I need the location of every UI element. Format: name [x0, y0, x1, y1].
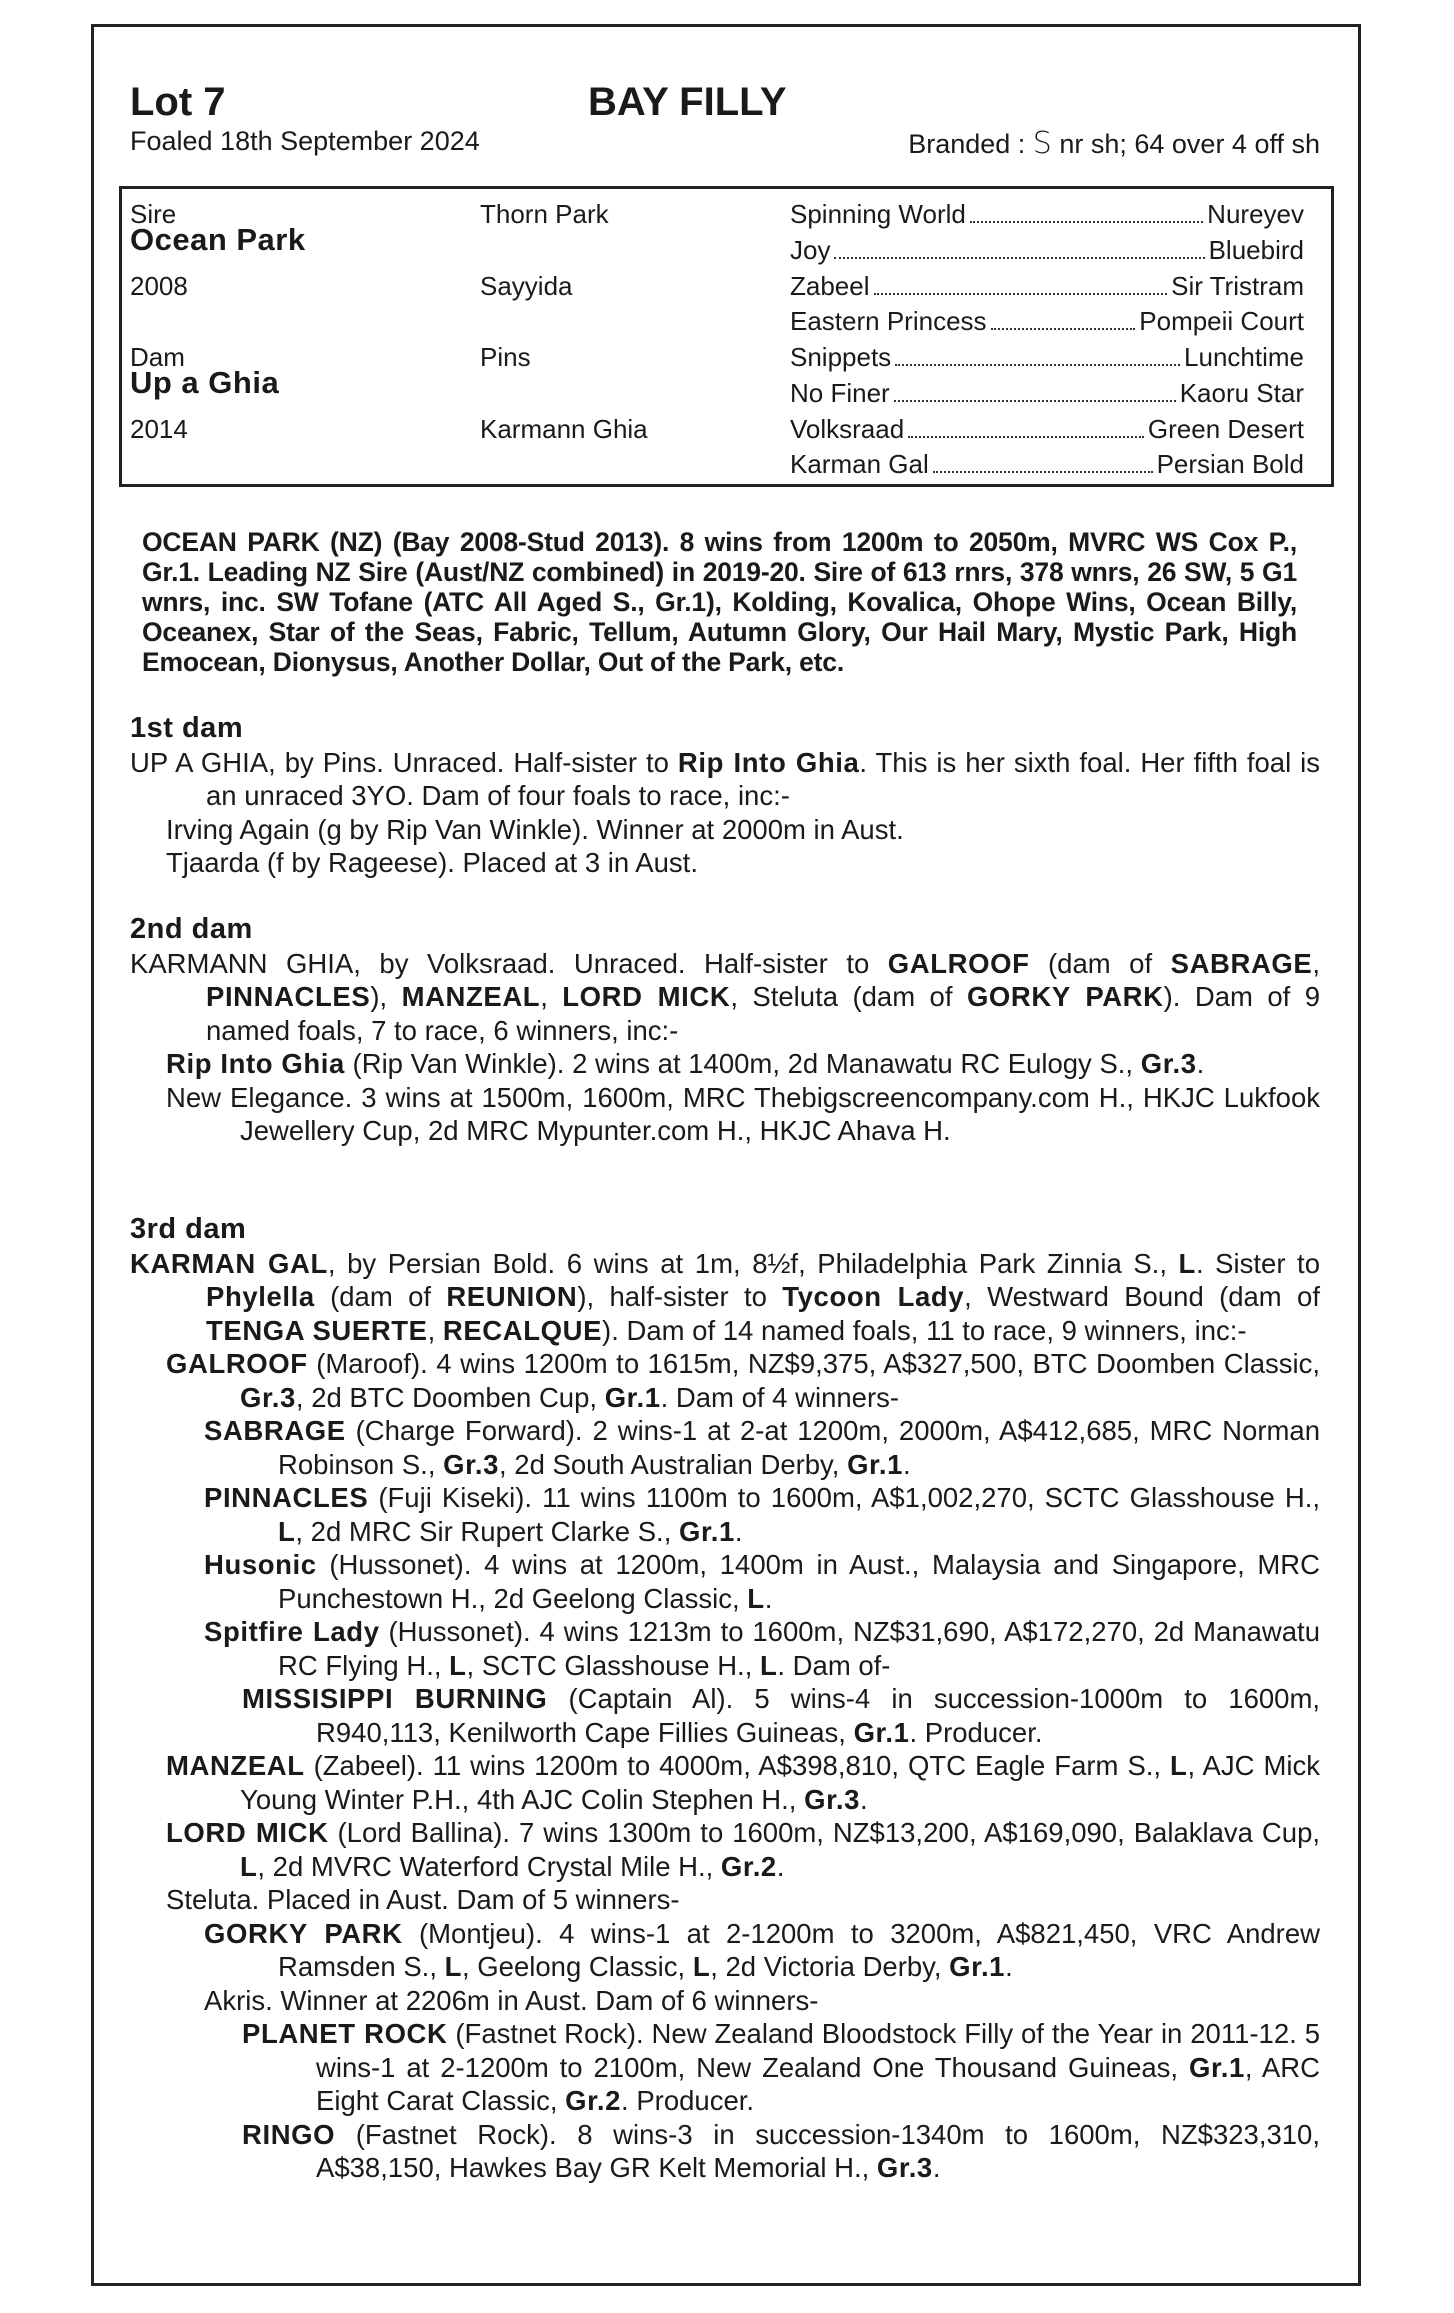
dot-leader: [874, 293, 1168, 295]
horse-name: L: [1170, 1750, 1188, 1781]
horse-name: L: [449, 1649, 467, 1681]
dot-leader: [834, 257, 1204, 259]
text: ), half-sister to: [577, 1281, 783, 1312]
horse-name: L: [240, 1850, 258, 1882]
progeny-entry: [130, 1917, 1320, 1984]
horse-name: Gr.2: [720, 1850, 777, 1882]
text: . Dam of 4 winners-: [660, 1381, 900, 1413]
ancestor-name: Zabeel: [790, 271, 870, 301]
horse-name: GORKY PARK: [204, 1917, 403, 1949]
dot-leader: [908, 436, 1144, 438]
text: .: [932, 2152, 941, 2183]
horse-name: SABRAGE: [204, 1415, 346, 1446]
horse-name: Gr.3: [876, 2152, 933, 2183]
text: . Producer.: [621, 2085, 755, 2116]
horse-name: L: [747, 1582, 765, 1614]
progeny-entry: [130, 1481, 1320, 1548]
dam-paragraph: [130, 746, 1320, 813]
sire-sire: Thorn Park: [480, 199, 609, 229]
lot-title: BAY FILLY: [588, 80, 787, 124]
horse-name: GALROOF: [887, 947, 1030, 979]
horse-name: Gr.2: [565, 2085, 622, 2116]
sire-dam: Sayyida: [480, 271, 573, 301]
horse-name: Gr.3: [240, 1381, 296, 1413]
text: , 2d MRC Sir Rupert Clarke S.,: [295, 1515, 679, 1547]
ancestor-sire: Nureyev: [1207, 199, 1304, 229]
dam-sire: Pins: [480, 342, 531, 372]
sire-label: Sire: [130, 199, 177, 229]
text: (Charge Forward). 2 wins-1 at 2-at 1200m, 2000m, A$412,685, MRC Norman Robinson S.,: [278, 1415, 1320, 1480]
text: , 2d Victoria Derby,: [710, 1951, 950, 1982]
text: .: [902, 1448, 911, 1480]
lot-header: [130, 70, 1320, 170]
horse-name: Rip Into Ghia: [677, 746, 860, 778]
ancestor-name: Snippets: [790, 342, 892, 372]
horse-name: MISSISIPPI BURNING: [242, 1683, 548, 1714]
horse-name: LORD MICK: [562, 981, 731, 1012]
horse-name: GALROOF: [166, 1348, 308, 1379]
text: KARMANN GHIA, by Volksraad. Unraced. Half-sister to: [130, 947, 888, 979]
progeny-entry: [130, 1548, 1320, 1615]
horse-name: Gr.1: [604, 1381, 661, 1413]
brand-prefix: Branded :: [908, 129, 1033, 159]
ancestor-sire: Lunchtime: [1184, 342, 1304, 372]
horse-name: Rip Into Ghia: [166, 1048, 345, 1079]
progeny-entry: [130, 2017, 1320, 2118]
section-heading: 1st dam: [130, 712, 244, 744]
ancestor-sire: Green Desert: [1147, 414, 1304, 444]
horse-name: GORKY PARK: [966, 981, 1164, 1012]
text: UP A GHIA, by Pins. Unraced. Half-sister to: [130, 746, 678, 778]
progeny-entry: [130, 1347, 1320, 1414]
horse-name: Phylella: [206, 1281, 315, 1312]
section-heading: 3rd dam: [130, 1213, 247, 1245]
text: (Hussonet). 4 wins 1213m to 1600m, NZ$31,690, A$172,270, 2d Manawatu RC Flying H.,: [278, 1616, 1320, 1681]
horse-name: Husonic: [204, 1549, 317, 1580]
ancestor-sire: Sir Tristram: [1171, 271, 1304, 301]
text: (Zabeel). 11 wins 1200m to 4000m, A$398,810, QTC Eagle Farm S.,: [304, 1750, 1171, 1781]
pedigree-table: [119, 186, 1334, 487]
text: ). Dam of 9 named foals, 7 to race, 6 winners, inc:-: [206, 981, 1321, 1046]
text: . Dam of-: [777, 1649, 891, 1681]
progeny-entry: New Elegance. 3 wins at 1500m, 1600m, MRC Thebigscreencompany.com H., HKJC Lukfook Jewellery Cup, 2d MRC Mypunter.com H., HKJC Ahava H.: [166, 1081, 1320, 1146]
text: .: [1196, 1048, 1205, 1079]
text: ,: [1312, 947, 1321, 979]
sire-name: Ocean Park: [130, 222, 306, 257]
dam-paragraph: [130, 947, 1320, 1048]
progeny-entry: [130, 1414, 1320, 1481]
horse-name: Gr.3: [1140, 1048, 1197, 1079]
horse-name: MANZEAL: [166, 1750, 305, 1781]
text: (Maroof). 4 wins 1200m to 1615m, NZ$9,375, A$327,500, BTC Doomben Classic,: [307, 1348, 1320, 1379]
horse-name: Gr.1: [678, 1515, 735, 1547]
brand-suffix: nr sh; 64 over 4 off sh: [1051, 129, 1320, 159]
horse-name: L: [278, 1515, 296, 1547]
horse-name: L: [444, 1951, 463, 1982]
ancestor-row: [790, 342, 1304, 373]
horse-name: REUNION: [446, 1281, 578, 1312]
text: . This is her sixth foal. Her fifth foal is an unraced 3YO. Dam of four foals to race, inc:-: [206, 746, 1320, 811]
dam-name: Up a Ghia: [130, 365, 280, 400]
text: (Hussonet). 4 wins at 1200m, 1400m in Aust., Malaysia and Singapore, MRC Punchestown H., 2d Geelong Classic,: [278, 1549, 1320, 1614]
horse-name: PLANET ROCK: [242, 2018, 448, 2049]
text: .: [764, 1582, 773, 1614]
dam-paragraph: [130, 1247, 1320, 1348]
horse-name: LORD MICK: [166, 1817, 329, 1848]
ancestor-sire: Kaoru Star: [1179, 378, 1304, 408]
horse-name: KARMAN GAL: [130, 1247, 328, 1279]
progeny-entry: Steluta. Placed in Aust. Dam of 5 winners-: [166, 1884, 680, 1915]
text: , AJC Mick Young Winter P.H., 4th AJC Colin Stephen H.,: [240, 1750, 1321, 1815]
horse-name: L: [759, 1649, 778, 1681]
dam-label: Dam: [130, 342, 185, 372]
progeny-entry: Irving Again (g by Rip Van Winkle). Winner at 2000m in Aust.: [166, 813, 904, 845]
dam-dam: Karmann Ghia: [480, 414, 648, 444]
text: ,: [540, 981, 563, 1012]
horse-name: Gr.1: [1188, 2051, 1245, 2083]
text: , SCTC Glasshouse H.,: [466, 1649, 760, 1681]
sire-year: 2008: [130, 271, 188, 301]
ancestor-name: Volksraad: [790, 414, 905, 444]
text: , 2d BTC Doomben Cup,: [295, 1381, 605, 1413]
foaled-date: Foaled 18th September 2024: [130, 126, 480, 156]
horse-name: TENGA SUERTE: [206, 1314, 428, 1346]
text: , ARC Eight Carat Classic,: [316, 2051, 1320, 2116]
progeny-entry: Tjaarda (f by Rageese). Placed at 3 in Aust.: [166, 847, 698, 878]
progeny-entry: [130, 1615, 1320, 1682]
horse-name: PINNACLES: [206, 981, 371, 1012]
sire-summary: OCEAN PARK (NZ) (Bay 2008-Stud 2013). 8 wins from 1200m to 2050m, MVRC WS Cox P., Gr.1. Leading NZ Sire (Aust/NZ combined) in 2019-20. Sire of 613 rnrs, 378 wnrs, 26 SW, 5 G1 wnrs, inc. SW Tofane (ATC All Aged S., Gr.1), Kolding, Kovalica, Ohope Wins, Ocean Billy, Oceanex, Star of the Seas, Fabric, Tellum, Autumn Glory, Our Hail Mary, Mystic Park, High Emocean, Dionysus, Another Dollar, Out of the Park, etc.: [142, 526, 1297, 677]
ancestor-row: [790, 378, 1304, 409]
ancestor-row: [790, 235, 1304, 266]
ancestor-sire: Persian Bold: [1156, 449, 1304, 479]
progeny-entry: [130, 2118, 1320, 2185]
horse-name: MANZEAL: [401, 981, 541, 1012]
brand-info: [908, 126, 1320, 161]
ancestor-name: Karman Gal: [790, 449, 929, 479]
dot-leader: [970, 221, 1203, 223]
text: , Westward Bound (dam of: [964, 1281, 1320, 1312]
dot-leader: [894, 400, 1176, 402]
section-heading: 2nd dam: [130, 913, 253, 945]
text: (Fastnet Rock). New Zealand Bloodstock Filly of the Year in 2011-12. 5 wins-1 at 2-1200m to 2100m, New Zealand One Thousand Guineas,: [316, 2018, 1320, 2083]
ancestor-name: Joy: [790, 235, 831, 265]
text: , Steluta (dam of: [730, 981, 967, 1012]
ancestor-row: [790, 271, 1304, 302]
horse-name: Gr.3: [443, 1448, 500, 1480]
horse-name: PINNACLES: [204, 1482, 369, 1513]
text: (Montjeu). 4 wins-1 at 2-1200m to 3200m, A$821,450, VRC Andrew Ramsden S.,: [278, 1917, 1320, 1982]
dot-leader: [991, 328, 1136, 330]
text: (Rip Van Winkle). 2 wins at 1400m, 2d Manawatu RC Eulogy S.,: [344, 1048, 1141, 1079]
horse-name: Gr.1: [847, 1448, 903, 1480]
text: ). Dam of 14 named foals, 11 to race, 9 winners, inc:-: [602, 1314, 1247, 1346]
ancestor-row: [790, 199, 1304, 230]
text: , 2d South Australian Derby,: [499, 1448, 848, 1480]
text: , Geelong Classic,: [462, 1951, 693, 1982]
dot-leader: [895, 364, 1180, 366]
text: (Captain Al). 5 wins-4 in succession-1000m to 1600m, R940,113, Kenilworth Cape Fillies Guineas,: [316, 1683, 1321, 1748]
brand-mark: S: [1032, 126, 1052, 161]
text: (Fuji Kiseki). 11 wins 1100m to 1600m, A$1,002,270, SCTC Glasshouse H.,: [368, 1482, 1320, 1513]
text: .: [860, 1783, 868, 1815]
ancestor-sire: Bluebird: [1208, 235, 1304, 265]
text: , 2d MVRC Waterford Crystal Mile H.,: [257, 1850, 721, 1882]
dam-year: 2014: [130, 414, 188, 444]
ancestor-name: Eastern Princess: [790, 306, 987, 336]
text: (dam of: [314, 1281, 447, 1312]
text: (dam of: [1029, 947, 1171, 979]
progeny-entry: [130, 1816, 1320, 1883]
ancestor-sire: Pompeii Court: [1139, 306, 1304, 336]
text: (Fastnet Rock). 8 wins-3 in succession-1340m to 1600m, NZ$323,310, A$38,150, Hawkes Bay GR Kelt Memorial H.,: [316, 2118, 1320, 2183]
text: .: [1005, 1951, 1013, 1982]
text: ),: [370, 981, 402, 1012]
horse-name: Gr.1: [949, 1951, 1006, 1982]
lot-number: Lot 7: [130, 80, 226, 124]
text: (Lord Ballina). 7 wins 1300m to 1600m, NZ$13,200, A$169,090, Balaklava Cup,: [328, 1817, 1320, 1848]
progeny-entry: [130, 1047, 1320, 1081]
ancestor-name: Spinning World: [790, 199, 966, 229]
text: .: [776, 1850, 785, 1882]
horse-name: SABRAGE: [1170, 947, 1313, 979]
text: . Sister to: [1195, 1247, 1320, 1279]
ancestor-row: [790, 306, 1304, 337]
horse-name: RECALQUE: [442, 1314, 603, 1346]
progeny-entry: [130, 1749, 1320, 1816]
text: ,: [427, 1314, 443, 1346]
horse-name: L: [692, 1951, 711, 1982]
second-dam-section: [130, 913, 1320, 1148]
dot-leader: [933, 471, 1153, 473]
horse-name: L: [1178, 1247, 1196, 1279]
horse-name: Gr.3: [804, 1783, 860, 1815]
horse-name: Gr.1: [853, 1716, 910, 1748]
third-dam-section: [130, 1213, 1320, 2185]
text: , by Persian Bold. 6 wins at 1m, 8½f, Philadelphia Park Zinnia S.,: [327, 1247, 1179, 1279]
horse-name: RINGO: [242, 2118, 336, 2150]
horse-name: Tycoon Lady: [782, 1281, 965, 1312]
progeny-entry: Akris. Winner at 2206m in Aust. Dam of 6 winners-: [204, 1984, 819, 2016]
text: . Producer.: [909, 1716, 1043, 1748]
first-dam-section: [130, 712, 1320, 880]
progeny-entry: [130, 1682, 1320, 1749]
ancestor-row: [790, 449, 1304, 480]
horse-name: Spitfire Lady: [204, 1616, 380, 1647]
ancestor-row: [790, 414, 1304, 445]
text: .: [734, 1515, 743, 1547]
ancestor-name: No Finer: [790, 378, 890, 408]
